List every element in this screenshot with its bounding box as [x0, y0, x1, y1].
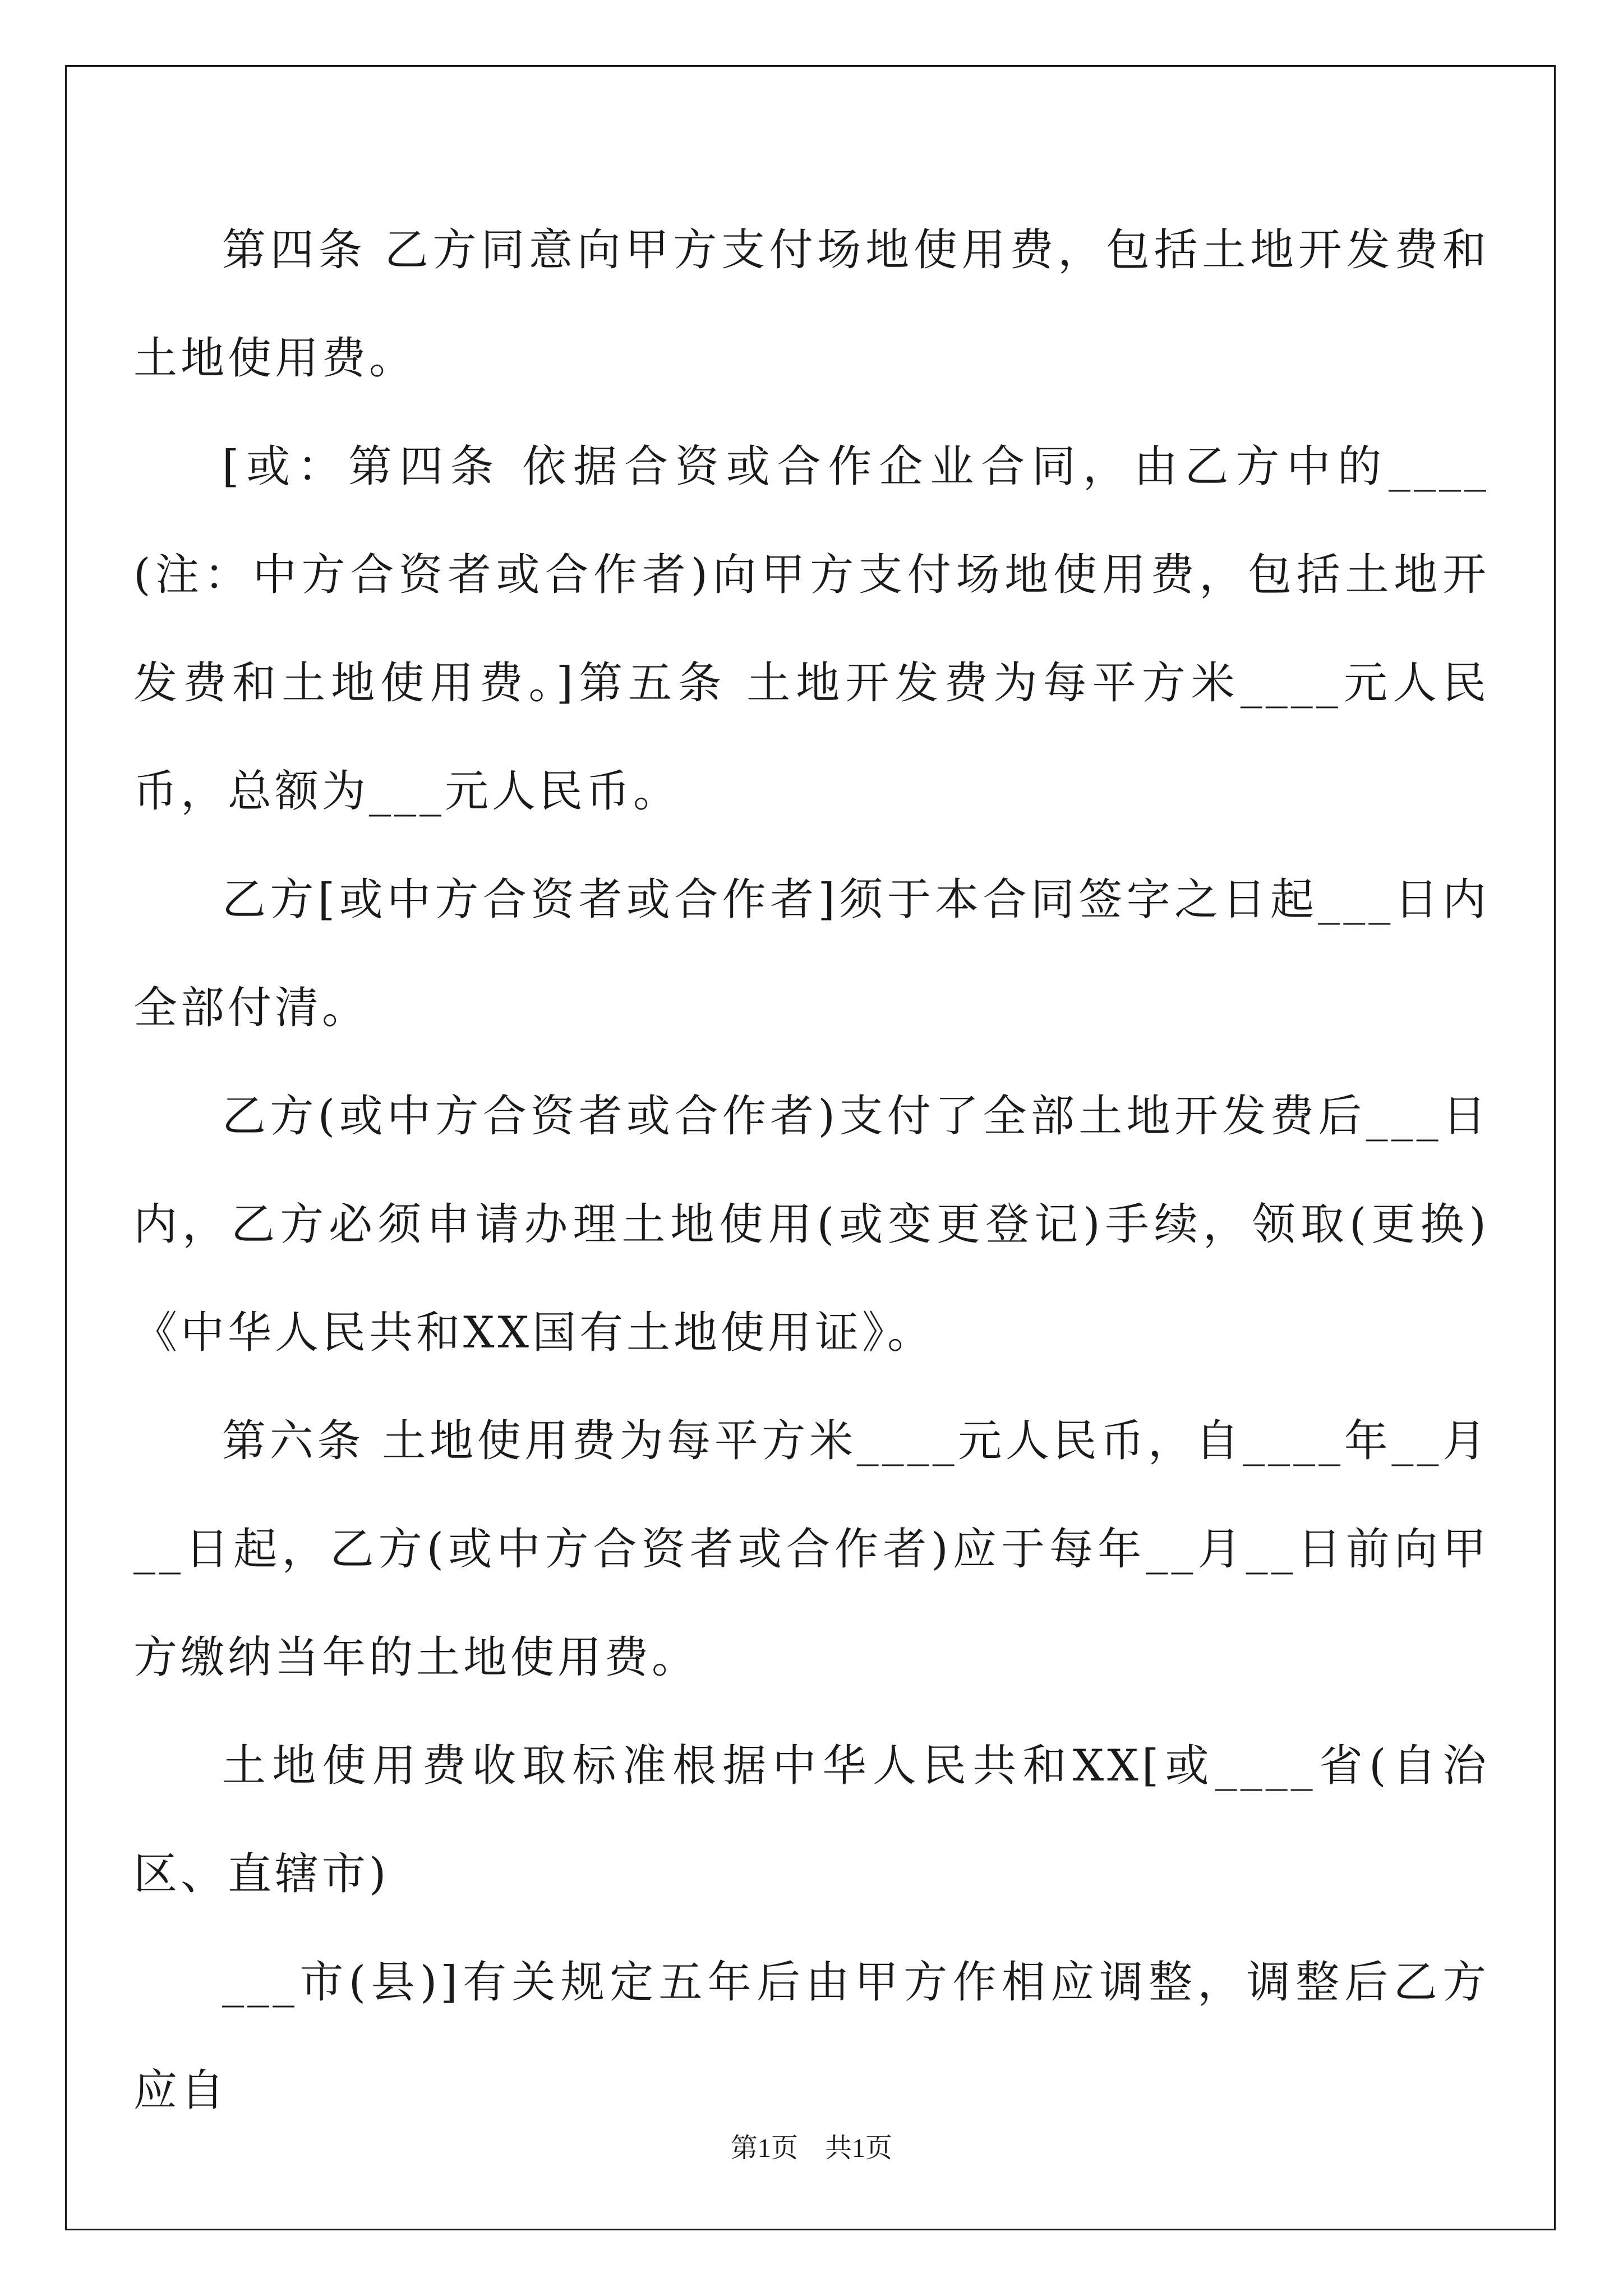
- paragraph-fee-standard: 土地使用费收取标准根据中华人民共和XX[或____省(自治区、直辖市): [133, 1741, 1490, 1899]
- document-body: [133, 196, 1490, 2145]
- paragraph-article-4-alt-article-5: [或：第四条 依据合资或合作企业合同，由乙方中的____(注：中方合资者或合作者)向甲方支付场地使用费，包括土地开发费和土地使用费。]第五条 土地开发费为每平方米____元人民币，总额为___元人民币。: [133, 441, 1490, 817]
- paragraph-fee-adjustment: ___市(县)]有关规定五年后由甲方作相应调整，调整后乙方应自: [133, 1957, 1490, 2116]
- page-number-footer: 第1页 共1页: [730, 2133, 892, 2163]
- paragraph-article-6: 第六条 土地使用费为每平方米____元人民币，自____年__月__日起，乙方(或中方合资者或合作者)应于每年__月__日前向甲方缴纳当年的土地使用费。: [133, 1416, 1490, 1683]
- paragraph-article-4: 第四条 乙方同意向甲方支付场地使用费，包括土地开发费和土地使用费。: [133, 225, 1490, 384]
- paragraph-payment-deadline: 乙方[或中方合资者或合作者]须于本合同签字之日起___日内全部付清。: [133, 875, 1490, 1033]
- paragraph-land-certificate: 乙方(或中方合资者或合作者)支付了全部土地开发费后___日内，乙方必须申请办理土地使用(或变更登记)手续，领取(更换)《中华人民共和XX国有土地使用证》。: [133, 1091, 1490, 1358]
